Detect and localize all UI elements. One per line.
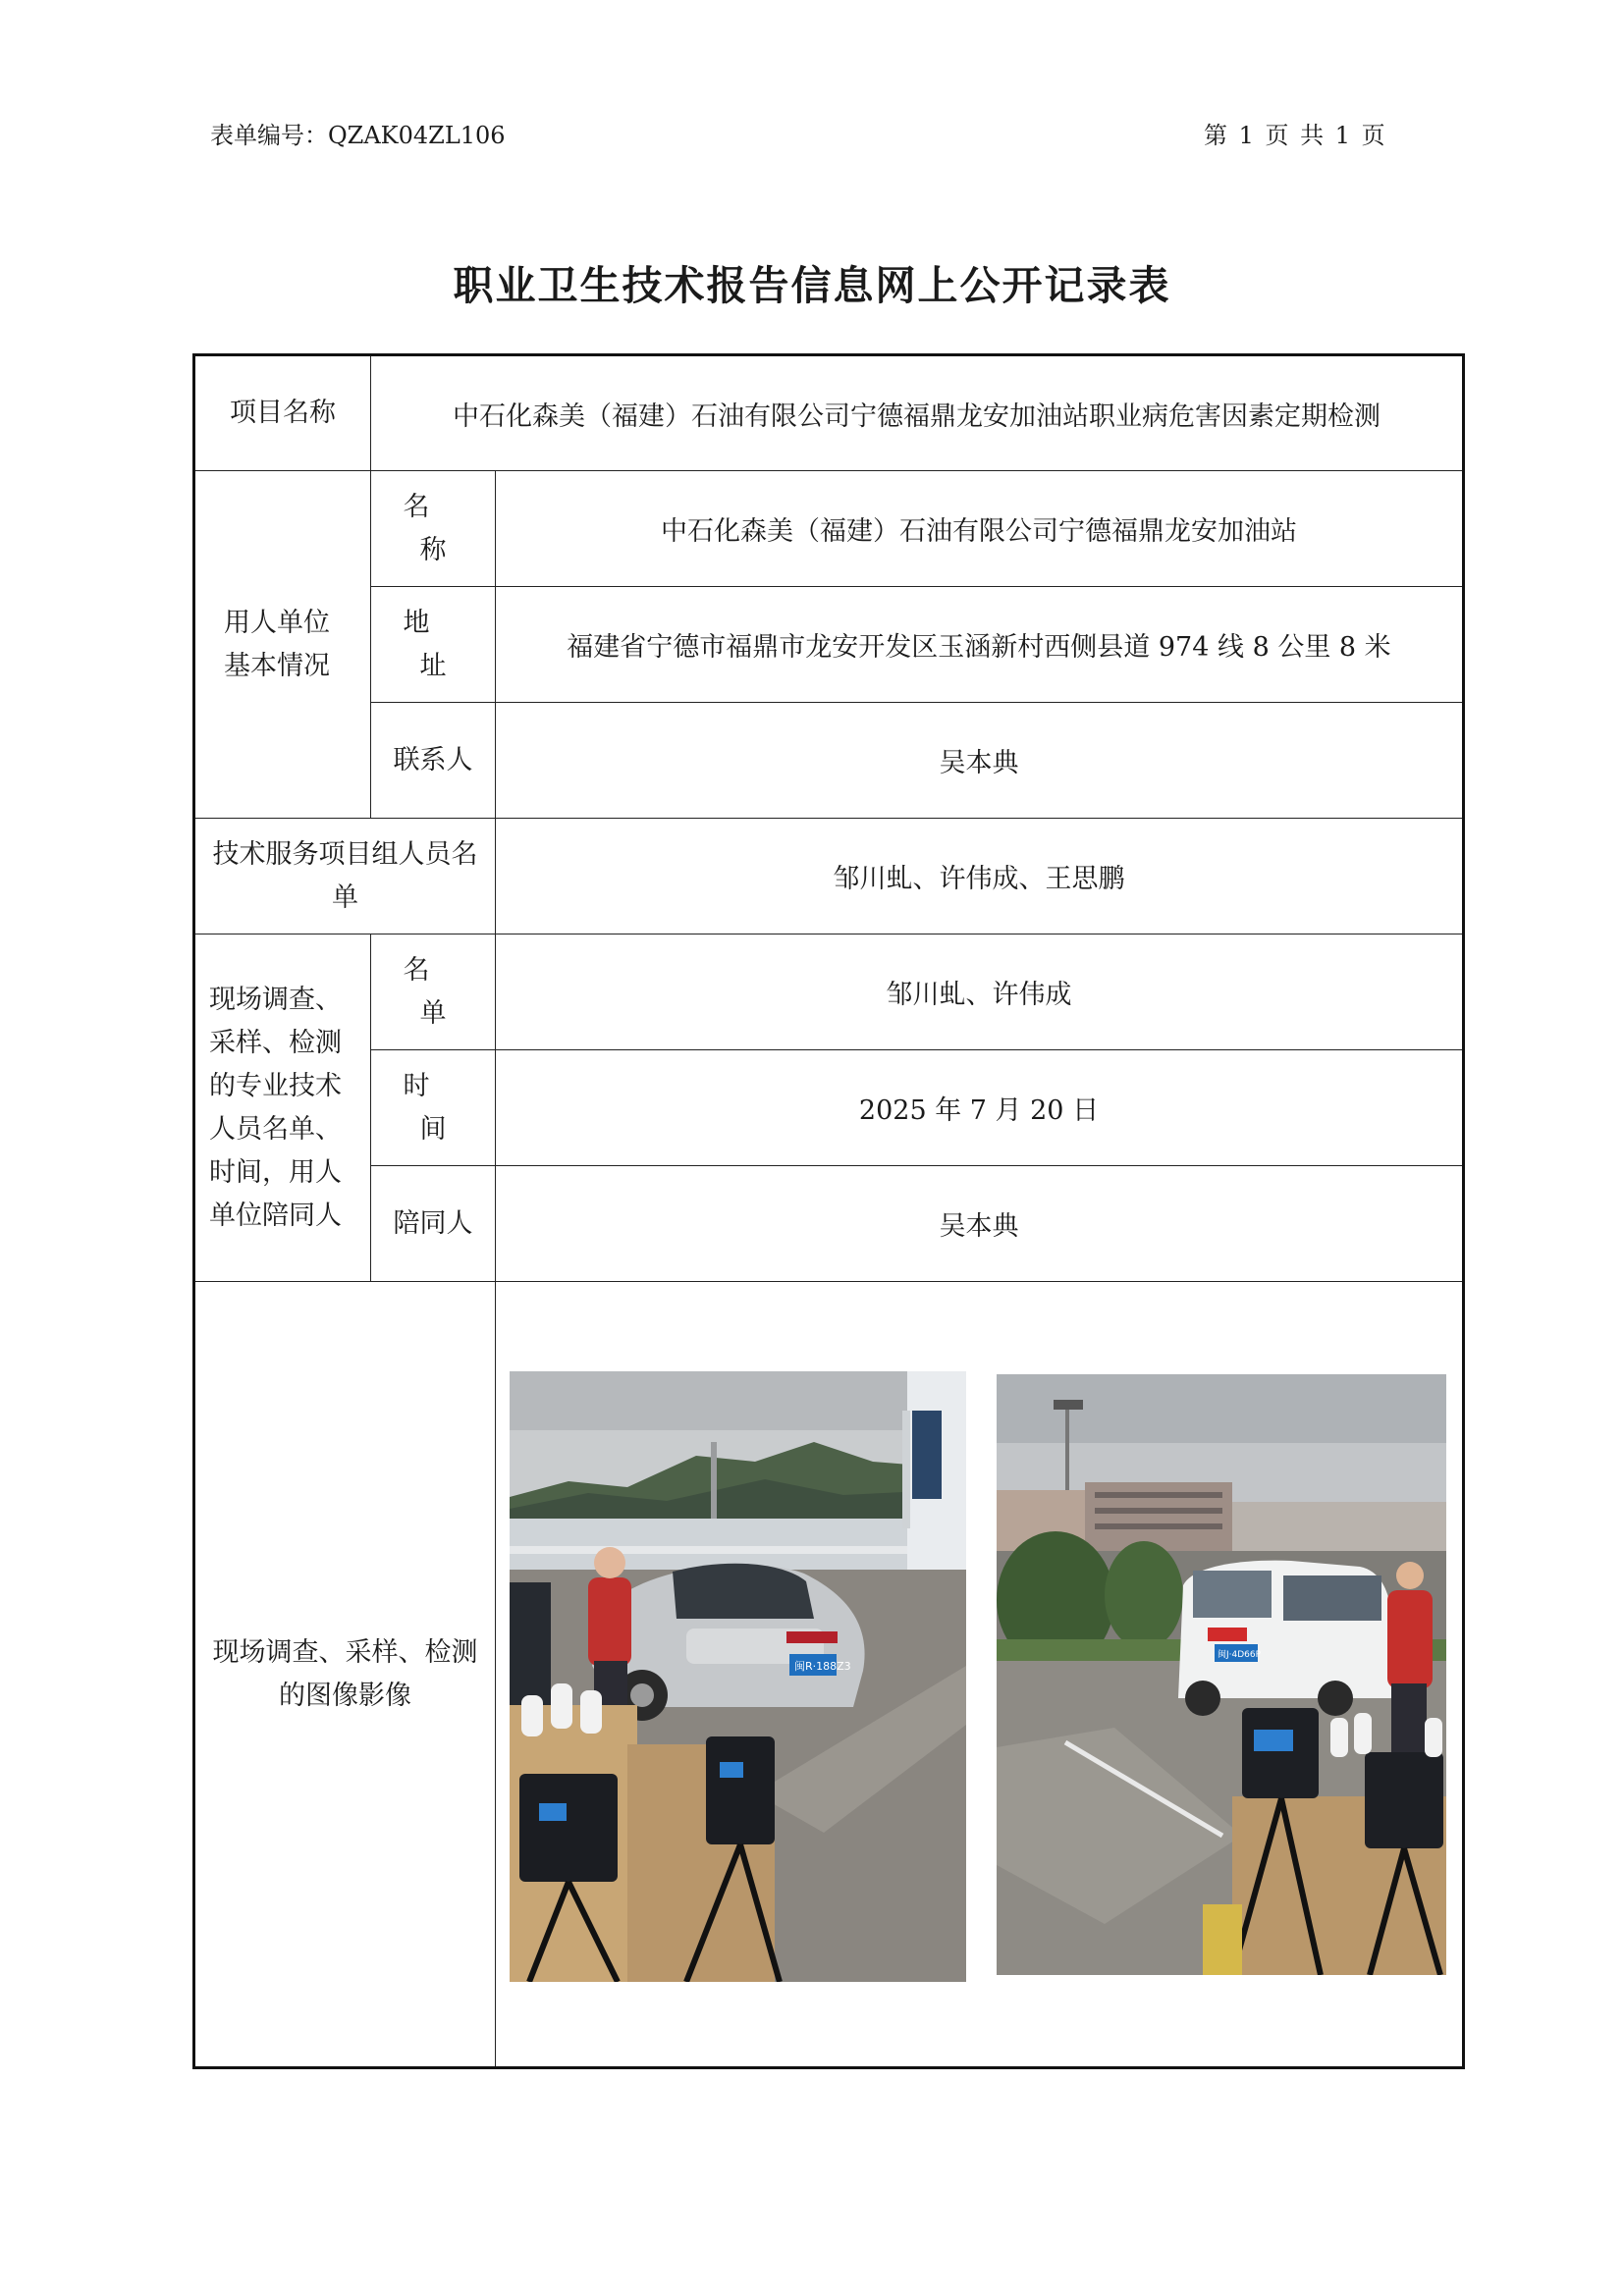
row-team: [194, 819, 1464, 934]
form-number: 表单编号：QZAK04ZL106: [210, 122, 506, 149]
project-label: 项目名称: [194, 355, 371, 471]
employer-contact-label: 联系人: [371, 703, 496, 819]
site-photo-sedan: [510, 1371, 966, 1982]
row-survey-names: [194, 934, 1464, 1050]
sedan-plate: 闽R·188Z3: [794, 1660, 851, 1673]
survey-time-value: 2025 年 7 月 20 日: [496, 1050, 1464, 1166]
row-project: [194, 355, 1464, 471]
employer-contact-value: 吴本典: [496, 703, 1464, 819]
row-survey-time: [194, 1050, 1464, 1166]
survey-section-label: 现场调查、采样、检测的专业技术人员名单、时间，用人单位陪同人: [194, 934, 371, 1282]
project-value: 中石化森美（福建）石油有限公司宁德福鼎龙安加油站职业病危害因素定期检测: [371, 355, 1464, 471]
van-plate: 闽J·4D66P: [1218, 1650, 1262, 1660]
row-survey-escort: [194, 1166, 1464, 1282]
team-value: 邹川虬、许伟成、王思鹏: [496, 819, 1464, 934]
images-label: 现场调查、采样、检测的图像影像: [194, 1282, 496, 2068]
employer-address-value: 福建省宁德市福鼎市龙安开发区玉涵新村西侧县道 974 线 8 公里 8 米: [496, 587, 1464, 703]
survey-time-label: 时 间: [371, 1050, 496, 1166]
page-title: 职业卫生技术报告信息网上公开记录表: [453, 262, 1171, 309]
employer-section-label: 用人单位基本情况: [194, 471, 371, 819]
survey-names-value: 邹川虬、许伟成: [496, 934, 1464, 1050]
survey-escort-value: 吴本典: [496, 1166, 1464, 1282]
row-images: [194, 1282, 1464, 2068]
site-photo-van: [997, 1374, 1446, 1975]
employer-address-label: 地 址: [371, 587, 496, 703]
row-employer-contact: [194, 703, 1464, 819]
photo-gallery: [496, 1366, 1462, 1982]
row-employer-address: [194, 587, 1464, 703]
survey-escort-label: 陪同人: [371, 1166, 496, 1282]
page-info: 第 1 页 共 1 页: [1204, 122, 1385, 149]
team-label: 技术服务项目组人员名单: [194, 819, 496, 934]
row-employer-name: [194, 471, 1464, 587]
employer-name-label: 名 称: [371, 471, 496, 587]
employer-name-value: 中石化森美（福建）石油有限公司宁德福鼎龙安加油站: [496, 471, 1464, 587]
survey-names-label: 名 单: [371, 934, 496, 1050]
images-cell: [496, 1282, 1464, 2068]
record-table: [192, 353, 1465, 2069]
